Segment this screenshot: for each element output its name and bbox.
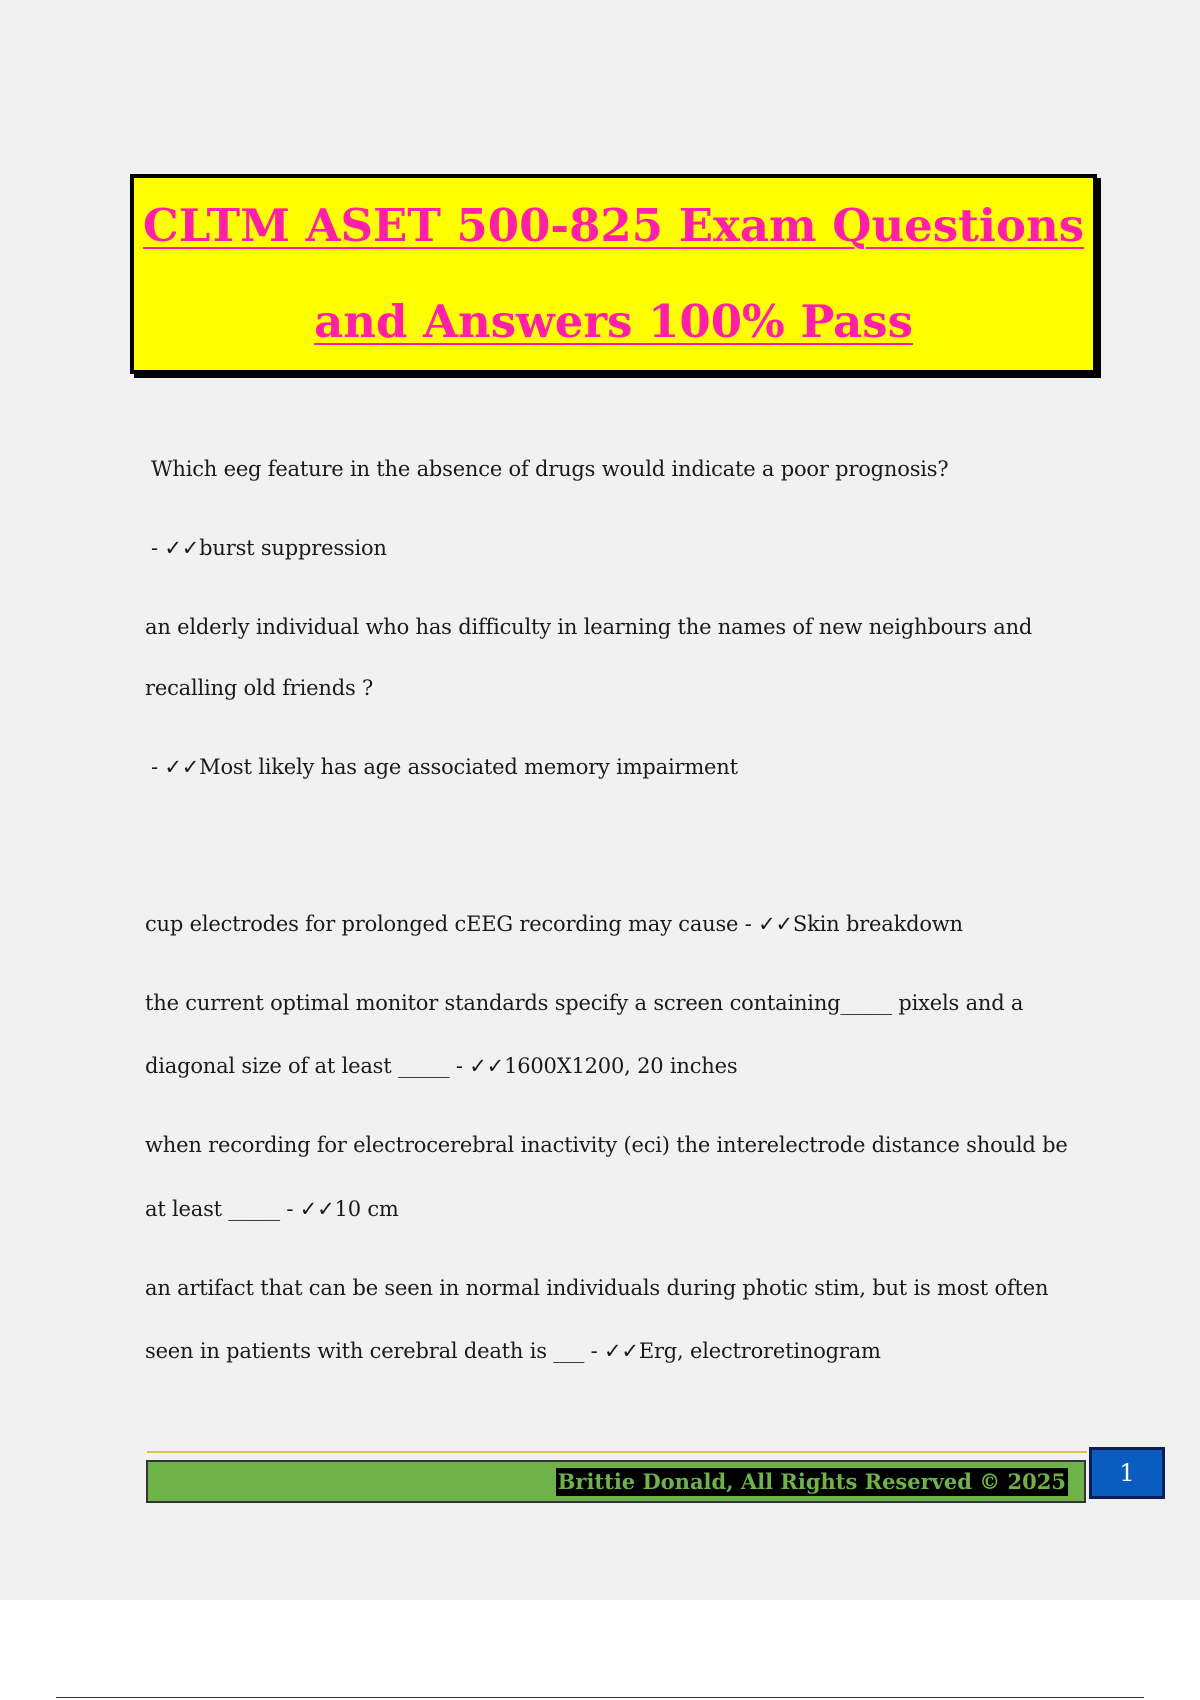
question-2-line-1: an elderly individual who has difficulty in learning the names of new neighbours and [145, 615, 1033, 639]
question-6-line-2: seen in patients with cerebral death is ___ - ✓✓Erg, electroretinogram [145, 1339, 881, 1363]
question-1: Which eeg feature in the absence of drugs would indicate a poor prognosis? [151, 457, 949, 481]
question-5-line-2: at least _____ - ✓✓10 cm [145, 1197, 399, 1221]
question-4-line-1: the current optimal monitor standards specify a screen containing_____ pixels and a [145, 991, 1024, 1015]
answer-1: - ✓✓burst suppression [151, 536, 387, 560]
footer-bar [146, 1460, 1086, 1503]
copyright-notice: Brittie Donald, All Rights Reserved © 2025 [557, 1469, 1066, 1494]
answer-2: - ✓✓Most likely has age associated memory impairment [151, 755, 738, 779]
page-number: 1 [1089, 1447, 1165, 1499]
question-2-line-2: recalling old friends ? [145, 676, 374, 700]
question-4-line-2: diagonal size of at least _____ - ✓✓1600X1200, 20 inches [145, 1054, 738, 1078]
document-title-line-2: and Answers 100% Pass [314, 295, 913, 348]
question-5-line-1: when recording for electrocerebral inactivity (eci) the interelectrode distance should be [145, 1133, 1068, 1157]
page-bottom-divider [56, 1697, 1144, 1698]
question-6-line-1: an artifact that can be seen in normal individuals during photic stim, but is most often [145, 1276, 1049, 1300]
footer-divider [147, 1451, 1087, 1453]
question-3: cup electrodes for prolonged cEEG recording may cause - ✓✓Skin breakdown [145, 912, 963, 936]
title-banner [130, 174, 1097, 374]
document-title-line-1: CLTM ASET 500-825 Exam Questions [142, 199, 1085, 252]
